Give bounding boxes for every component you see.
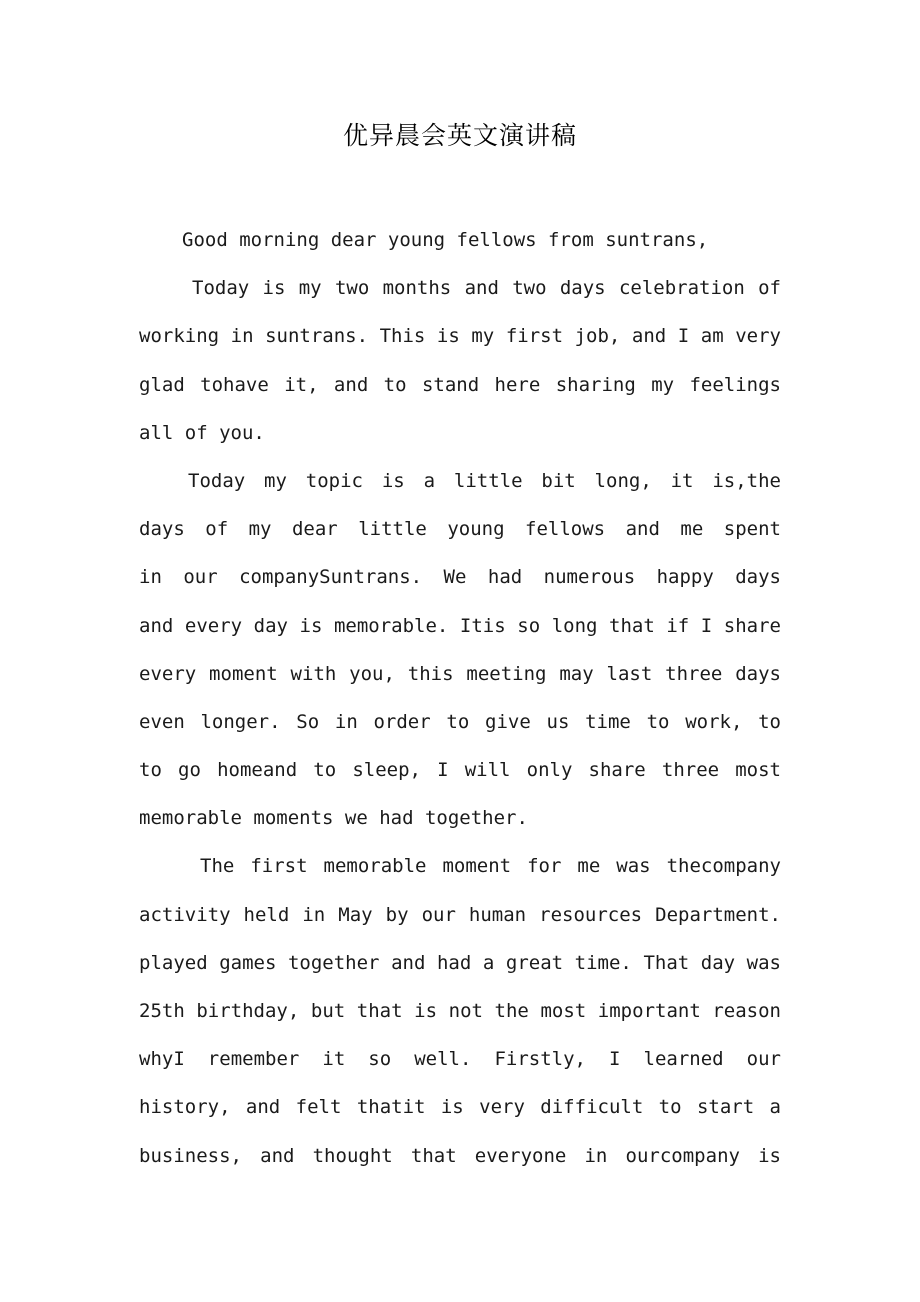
paragraph-4-line-3: played games together and had a great time. That day was bbox=[139, 951, 781, 974]
paragraph-4-line-7: business, and thought that everyone in ourcompany is bbox=[139, 1144, 781, 1167]
paragraph-2-line-1: Today is my two months and two days celebration of bbox=[192, 277, 781, 300]
paragraph-3-line-3: in our companySuntrans. We had numerous happy days bbox=[139, 566, 781, 589]
document-body bbox=[139, 216, 781, 1180]
paragraph-3-line-6: even longer. So in order to give us time to work, to bbox=[139, 710, 781, 733]
paragraph-4-line-1: The first memorable moment for me was thecompany bbox=[200, 855, 781, 878]
paragraph-1-line-1: Good morning dear young fellows from suntrans, bbox=[182, 229, 709, 251]
paragraph-3-line-2: days of my dear little young fellows and me spent bbox=[139, 518, 781, 541]
paragraph-2-line-4: all of you. bbox=[139, 421, 265, 444]
paragraph-3-line-7: to go homeand to sleep, I will only share three most bbox=[139, 759, 781, 782]
paragraph-2-line-3: glad tohave it, and to stand here sharing my feelings bbox=[139, 373, 781, 396]
paragraph-3-line-4: and every day is memorable. Itis so long that if I share bbox=[139, 614, 781, 637]
paragraph-4-line-5: whyI remember it so well. Firstly, I learned our bbox=[139, 1048, 781, 1071]
paragraph-3-line-1: Today my topic is a little bit long, it is,the bbox=[188, 469, 781, 492]
paragraph-2-line-2: working in suntrans. This is my first job, and I am very bbox=[139, 325, 781, 348]
paragraph-4-line-6: history, and felt thatit is very difficult to start a bbox=[139, 1096, 781, 1119]
paragraph-4-line-4: 25th birthday, but that is not the most important reason bbox=[139, 1000, 781, 1022]
paragraph-3-line-5: every moment with you, this meeting may last three days bbox=[139, 662, 781, 685]
paragraph-4-line-2: activity held in May by our human resources Department. bbox=[139, 903, 781, 926]
paragraph-3-line-8: memorable moments we had together. bbox=[139, 807, 528, 830]
document-title: 优异晨会英文演讲稿 bbox=[342, 121, 577, 150]
